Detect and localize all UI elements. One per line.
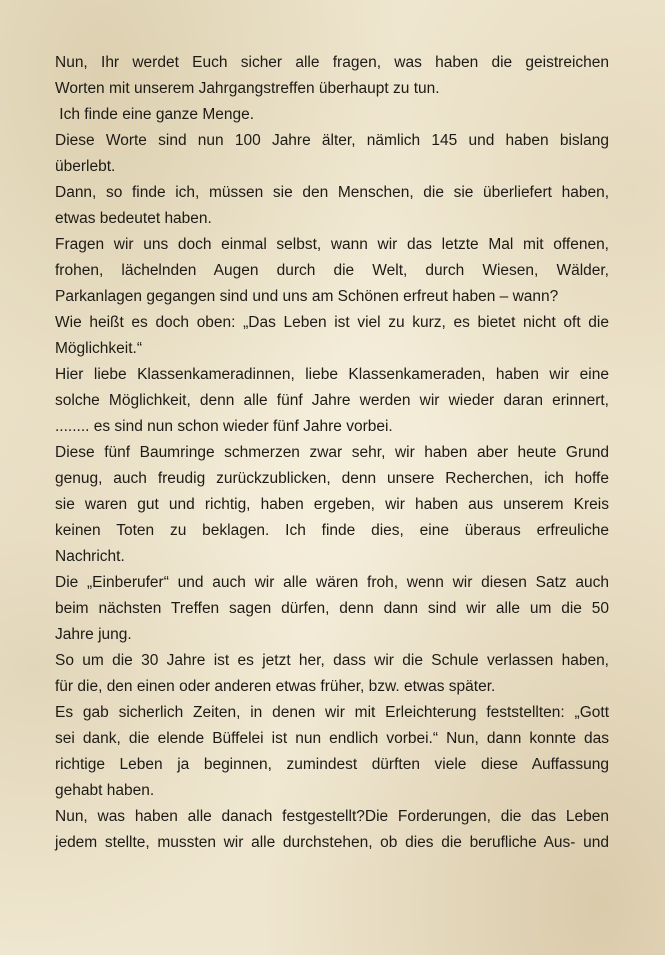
text-line: Dann, so finde ich, müssen sie den Menschen, die sie überliefert haben, bbox=[55, 184, 609, 201]
document-body bbox=[55, 50, 609, 856]
text-line: Jahre jung. bbox=[55, 626, 132, 643]
text-line: jedem stellte, mussten wir alle durchstehen, ob dies die berufliche Aus- und bbox=[55, 834, 609, 851]
text-line: Nachricht. bbox=[55, 548, 125, 565]
text-line: Nun, was haben alle danach festgestellt?Die Forderungen, die das Leben bbox=[55, 808, 609, 825]
text-line: Nun, Ihr werdet Euch sicher alle fragen, was haben die geistreichen bbox=[55, 54, 609, 71]
text-line: Möglichkeit.“ bbox=[55, 340, 142, 357]
text-line: Ich finde eine ganze Menge. bbox=[55, 106, 255, 123]
text-line: solche Möglichkeit, denn alle fünf Jahre werden wir wieder daran erinnert, bbox=[55, 392, 609, 409]
text-line: Worten mit unserem Jahrgangstreffen überhaupt zu tun. bbox=[55, 80, 440, 97]
text-line: Diese fünf Baumringe schmerzen zwar sehr, wir haben aber heute Grund bbox=[55, 444, 609, 461]
text-line: Diese Worte sind nun 100 Jahre älter, nämlich 145 und haben bislang bbox=[55, 132, 609, 149]
text-line: So um die 30 Jahre ist es jetzt her, dass wir die Schule verlassen haben, bbox=[55, 652, 609, 669]
text-line: sei dank, die elende Büffelei ist nun endlich vorbei.“ Nun, dann konnte das bbox=[55, 730, 609, 747]
text-line: keinen Toten zu beklagen. Ich finde dies, eine überaus erfreuliche bbox=[55, 522, 609, 539]
text-line: beim nächsten Treffen sagen dürfen, denn dann sind wir alle um die 50 bbox=[55, 600, 609, 617]
text-line: sie waren gut und richtig, haben ergeben, wir haben aus unserem Kreis bbox=[55, 496, 609, 513]
text-line: für die, den einen oder anderen etwas früher, bzw. etwas später. bbox=[55, 678, 496, 695]
text-line: etwas bedeutet haben. bbox=[55, 210, 212, 227]
text-line: gehabt haben. bbox=[55, 782, 155, 799]
text-line: Parkanlagen gegangen sind und uns am Schönen erfreut haben – wann? bbox=[55, 288, 559, 305]
text-line: Es gab sicherlich Zeiten, in denen wir mit Erleichterung feststellten: „Gott bbox=[55, 704, 609, 721]
text-line: überlebt. bbox=[55, 158, 116, 175]
text-line: richtige Leben ja beginnen, zumindest dürften viele diese Auffassung bbox=[55, 756, 609, 773]
text-line: Die „Einberufer“ und auch wir alle wären froh, wenn wir diesen Satz auch bbox=[55, 574, 609, 591]
text-line: Hier liebe Klassenkameradinnen, liebe Klassenkameraden, haben wir eine bbox=[55, 366, 609, 383]
text-line: Wie heißt es doch oben: „Das Leben ist viel zu kurz, es bietet nicht oft die bbox=[55, 314, 609, 331]
text-line: frohen, lächelnden Augen durch die Welt, durch Wiesen, Wälder, bbox=[55, 262, 609, 279]
text-line: Fragen wir uns doch einmal selbst, wann wir das letzte Mal mit offenen, bbox=[55, 236, 609, 253]
text-line: genug, auch freudig zurückzublicken, denn unsere Recherchen, ich hoffe bbox=[55, 470, 609, 487]
text-line: ........ es sind nun schon wieder fünf Jahre vorbei. bbox=[55, 418, 393, 435]
